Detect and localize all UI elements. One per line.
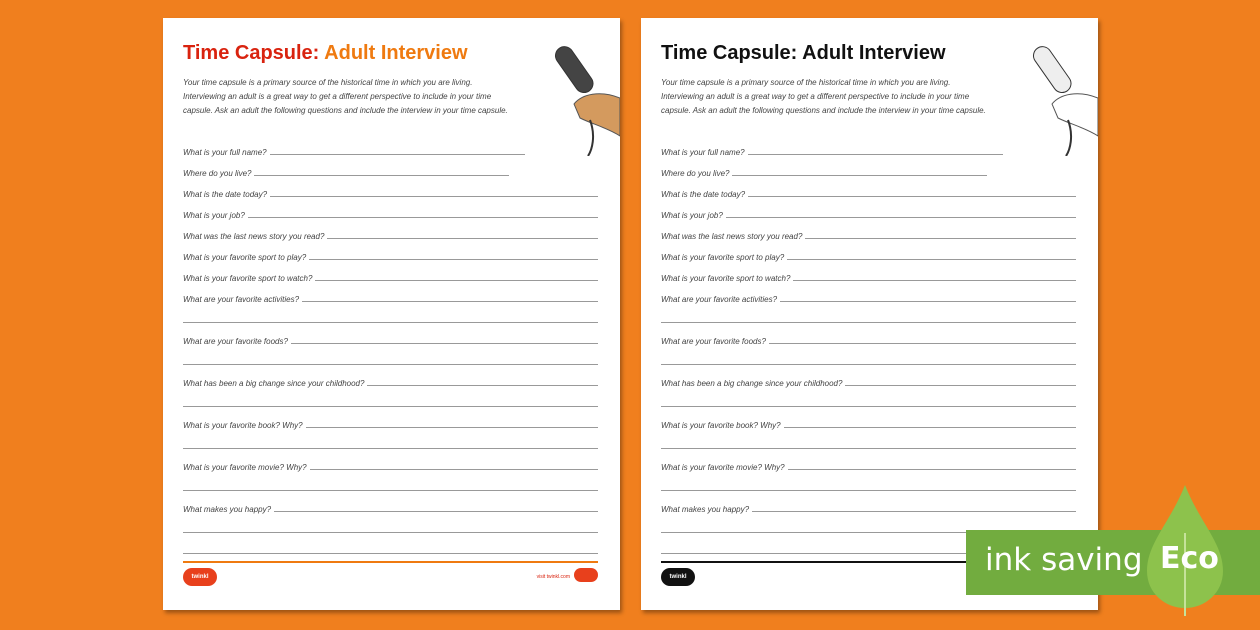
question-row (183, 451, 598, 472)
question-row (183, 283, 598, 304)
answer-line[interactable] (845, 385, 1076, 386)
answer-line[interactable] (748, 154, 1003, 155)
worksheet-title (661, 42, 946, 65)
answer-line[interactable] (254, 175, 509, 176)
answer-line[interactable] (183, 322, 598, 323)
question-label: What is your full name? (183, 148, 267, 157)
question-label: What is your full name? (661, 148, 745, 157)
question-label: What has been a big change since your childhood? (661, 379, 843, 388)
question-label: What has been a big change since your childhood? (183, 379, 365, 388)
question-row (661, 178, 1076, 199)
question-label: What are your favorite activities? (661, 295, 778, 304)
answer-line[interactable] (784, 427, 1076, 428)
question-row (183, 325, 598, 346)
title-part1: Time Capsule: (661, 42, 798, 64)
eco-label: Eco (1160, 541, 1219, 576)
answer-line[interactable] (291, 343, 598, 344)
question-label: What is your job? (183, 211, 245, 220)
twinkl-logo: twinkl (183, 568, 217, 586)
question-row (183, 367, 598, 388)
question-label: What was the last news story you read? (661, 232, 803, 241)
answer-line[interactable] (661, 448, 1076, 449)
answer-line[interactable] (752, 511, 1076, 512)
answer-line[interactable] (309, 259, 598, 260)
answer-line[interactable] (302, 301, 598, 302)
microphone-hand-icon (1030, 36, 1098, 156)
question-label: What is the date today? (183, 190, 268, 199)
question-row (661, 220, 1076, 241)
answer-row (183, 472, 598, 493)
answer-row (183, 388, 598, 409)
question-label: Where do you live? (661, 169, 730, 178)
answer-line[interactable] (780, 301, 1076, 302)
question-row (183, 136, 598, 157)
question-row (661, 367, 1076, 388)
question-label: What makes you happy? (183, 505, 272, 514)
answer-row (661, 472, 1076, 493)
question-label: What is your favorite book? Why? (661, 421, 781, 430)
answer-line[interactable] (183, 553, 598, 554)
question-row (661, 451, 1076, 472)
question-label: What makes you happy? (661, 505, 750, 514)
question-label: What is the date today? (661, 190, 746, 199)
question-label: What is your favorite movie? Why? (661, 463, 785, 472)
question-label: What are your favorite foods? (661, 337, 766, 346)
answer-line[interactable] (327, 238, 598, 239)
answer-line[interactable] (306, 427, 598, 428)
question-row (183, 241, 598, 262)
twinkl-logo: twinkl (661, 568, 695, 586)
question-label: What are your favorite activities? (183, 295, 300, 304)
title-part2: Adult Interview (324, 42, 468, 64)
answer-line[interactable] (183, 490, 598, 491)
question-label: What are your favorite foods? (183, 337, 288, 346)
answer-line[interactable] (248, 217, 598, 218)
answer-row (661, 346, 1076, 367)
question-row (661, 157, 1076, 178)
answer-line[interactable] (183, 532, 598, 533)
answer-row (183, 535, 598, 556)
question-label: What is your favorite movie? Why? (183, 463, 307, 472)
answer-row (661, 430, 1076, 451)
title-part1: Time Capsule: (183, 42, 320, 64)
question-label: Where do you live? (183, 169, 252, 178)
question-row (661, 199, 1076, 220)
answer-line[interactable] (805, 238, 1076, 239)
question-row (183, 409, 598, 430)
answer-line[interactable] (787, 259, 1076, 260)
question-label: What is your favorite sport to play? (661, 253, 785, 262)
answer-line[interactable] (732, 175, 987, 176)
question-label: What is your favorite sport to watch? (183, 274, 313, 283)
footer-url: visit twinkl.com (536, 574, 570, 580)
answer-line[interactable] (270, 154, 525, 155)
answer-row (661, 388, 1076, 409)
answer-row (183, 346, 598, 367)
answer-row (183, 514, 598, 535)
question-row (661, 136, 1076, 157)
question-row (661, 409, 1076, 430)
answer-line[interactable] (310, 469, 598, 470)
answer-line[interactable] (183, 448, 598, 449)
question-label: What is your favorite sport to play? (183, 253, 307, 262)
answer-line[interactable] (661, 490, 1076, 491)
question-row (183, 199, 598, 220)
answer-line[interactable] (367, 385, 598, 386)
question-row (661, 241, 1076, 262)
worksheet-title (183, 42, 468, 65)
question-row (183, 262, 598, 283)
answer-line[interactable] (183, 364, 598, 365)
twinkl-small-logo (574, 568, 598, 582)
question-row (661, 283, 1076, 304)
question-row (661, 493, 1076, 514)
question-label: What is your favorite sport to watch? (661, 274, 791, 283)
ink-saving-label: ink saving (985, 542, 1143, 578)
answer-row (183, 304, 598, 325)
worksheet-color (163, 18, 620, 610)
answer-line[interactable] (793, 280, 1076, 281)
answer-line[interactable] (315, 280, 598, 281)
answer-line[interactable] (726, 217, 1076, 218)
answer-line[interactable] (661, 406, 1076, 407)
answer-line[interactable] (183, 406, 598, 407)
answer-line[interactable] (788, 469, 1076, 470)
question-row (661, 262, 1076, 283)
title-part2: Adult Interview (802, 42, 946, 64)
answer-line[interactable] (661, 322, 1076, 323)
answer-line[interactable] (270, 196, 598, 197)
footer-divider (183, 561, 598, 563)
answer-line[interactable] (274, 511, 598, 512)
microphone-hand-icon (552, 36, 620, 156)
question-label: What was the last news story you read? (183, 232, 325, 241)
question-label: What is your job? (661, 211, 723, 220)
question-row (183, 178, 598, 199)
intro-paragraph: Your time capsule is a primary source of the historical time in which you are living. Interviewing an adult is a great way to get a different perspective to include in your time capsule. Ask an adult the following questions and include the interview in your time capsule. (183, 78, 508, 115)
answer-row (183, 430, 598, 451)
intro-paragraph: Your time capsule is a primary source of the historical time in which you are living. Interviewing an adult is a great way to get a different perspective to include in your time capsule. Ask an adult the following questions and include the interview in your time capsule. (661, 78, 986, 115)
answer-line[interactable] (661, 364, 1076, 365)
question-label: What is your favorite book? Why? (183, 421, 303, 430)
answer-line[interactable] (748, 196, 1076, 197)
worksheet-ink-saving (641, 18, 1098, 610)
question-row (183, 220, 598, 241)
question-row (183, 157, 598, 178)
question-row (661, 325, 1076, 346)
question-row (183, 493, 598, 514)
answer-line[interactable] (769, 343, 1076, 344)
answer-row (661, 304, 1076, 325)
